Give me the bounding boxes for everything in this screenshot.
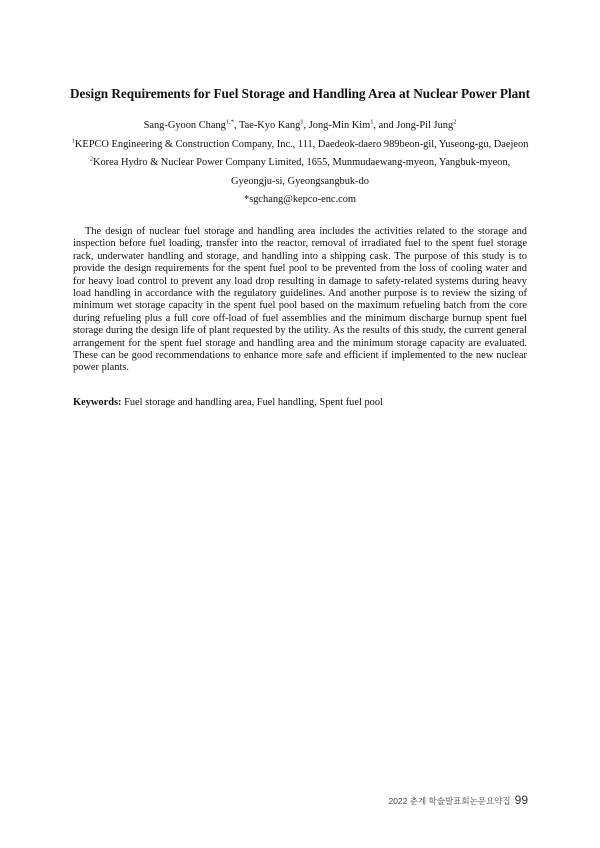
affiliation-superscript: 2 <box>89 155 93 163</box>
affiliation-superscript: 1 <box>71 137 75 145</box>
corresponding-email: *sgchang@kepco-enc.com <box>244 194 356 205</box>
affiliation-text: Korea Hydro & Nuclear Power Company Limited, 1655, Munmudaewang-myeon, Yangbuk-myeon, <box>92 157 511 168</box>
affiliation-2-continued: Gyeongju-si, Gyeongsangbuk-do <box>231 176 369 187</box>
author-name: Sang-Gyoon Chang <box>143 120 226 131</box>
affiliation-text: KEPCO Engineering & Construction Company, Inc., 111, Daedeok-daero 989beon-gil, Yuseong-gu, Daejeon <box>74 139 529 150</box>
author-name: , Jong-Min Kim <box>303 120 371 131</box>
author-line <box>40 120 560 131</box>
author-name: , Tae-Kyo Kang <box>233 120 301 131</box>
abstract-paragraph: The design of nuclear fuel storage and handling area includes the activities related to the storage and inspection before fuel loading, transfer into the reactor, removal of irradiated fuel to the spent fuel storage rack, underwater handling and storage, and handling into a shipping cask. The purpose of this study is to provide the design requirements for the spent fuel pool to be prevented from the loss of cooling water and for heavy load control to prevent any load drop resulting in damage to safety-related systems during heavy load handling in accordance with the regulatory guidelines. And another purpose is to review the sizing of minimum wet storage capacity in the spent fuel pool based on the maximum refueling batch from the core during refueling plus a full core off-load of fuel assemblies and the minimum discharge burnup spent fuel storage during the design life of plant requested by the utility. As the results of this study, the current general arrangement for the spent fuel storage and handling area and the minimum storage capacity are evaluated. These can be good recommendations to enhance more safe and efficient if implemented to the new nuclear power plants. <box>73 226 527 374</box>
keywords-text: Fuel storage and handling area, Fuel handling, Spent fuel pool <box>121 397 383 408</box>
page-footer <box>388 793 528 807</box>
author-name: , and Jong-Pil Jung <box>373 120 454 131</box>
page-number: 99 <box>514 793 528 807</box>
author-superscript: 1 <box>370 118 374 126</box>
affiliation-1 <box>40 139 560 150</box>
affiliation-2 <box>40 157 560 168</box>
keywords-label: Keywords: <box>73 397 122 408</box>
author-superscript: 1,* <box>225 118 234 126</box>
author-superscript: 2 <box>453 118 457 126</box>
keywords-line <box>73 397 527 408</box>
author-superscript: 1 <box>300 118 304 126</box>
footer-text: 2022 춘계 학술발표회논문요약집 <box>388 796 511 806</box>
paper-title: Design Requirements for Fuel Storage and Handling Area at Nuclear Power Plant <box>70 86 530 101</box>
